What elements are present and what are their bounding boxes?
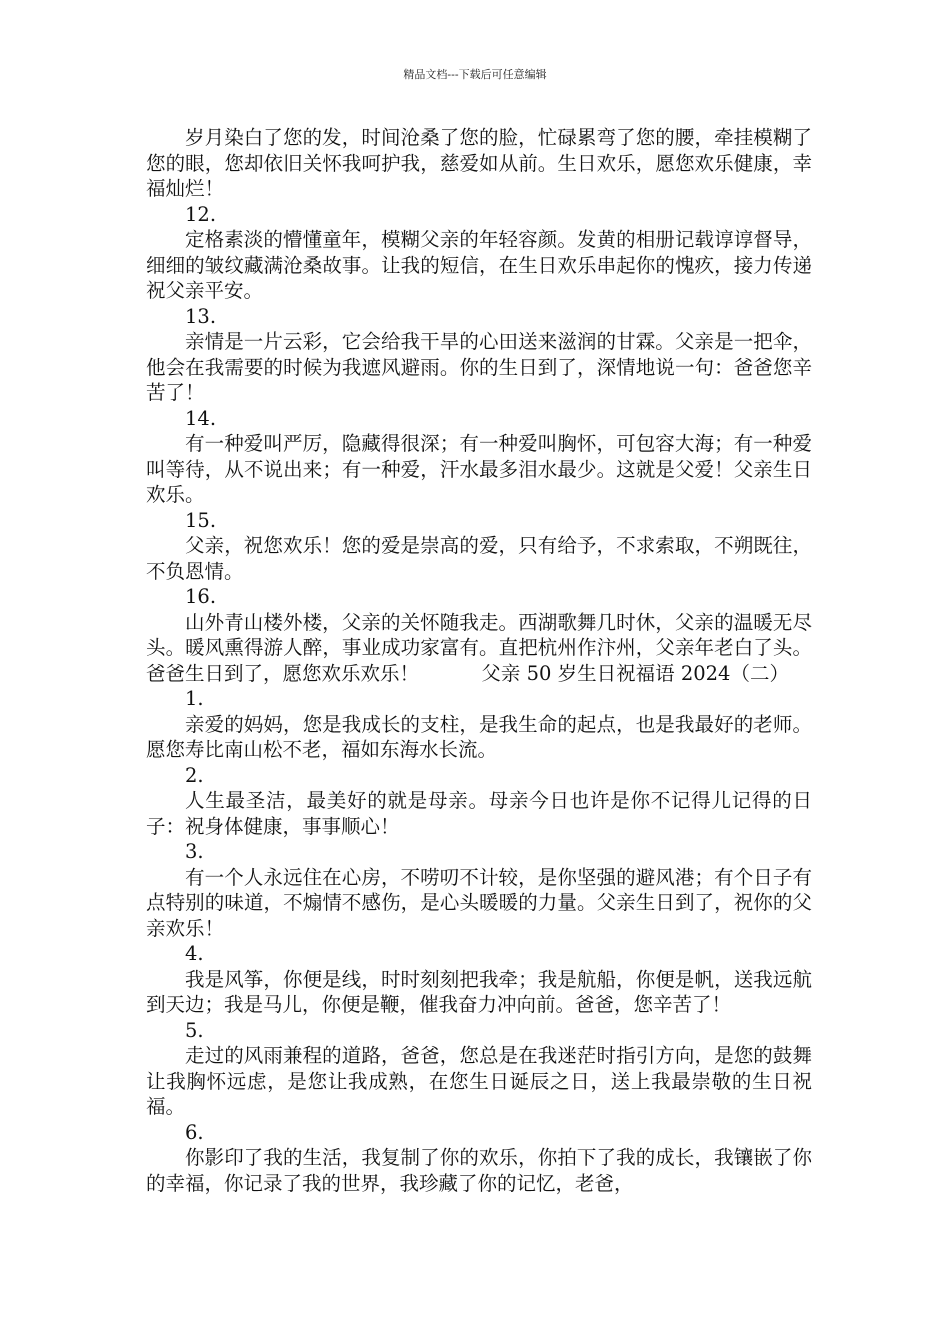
item-number: 16. (185, 585, 217, 608)
paragraph: 有一种爱叫严厉，隐藏得很深；有一种爱叫胸怀，可包容大海；有一种爱叫等待，从不说出来；有一种爱，汗水最多泪水最少。这就是父爱！父亲生日欢乐。 (146, 432, 812, 506)
item-number: 6. (185, 1120, 204, 1144)
paragraph: 定格素淡的懵懂童年，模糊父亲的年轻容颜。发黄的相册记载谆谆督导，细细的皱纹藏满沧桑故事。让我的短信，在生日欢乐串起你的愧疚，接力传递祝父亲平安。 (146, 228, 812, 302)
paragraph: 人生最圣洁，最美好的就是母亲。母亲今日也许是你不记得儿记得的日子：祝身体健康，事事顺心！ (146, 789, 812, 838)
item-number: 5. (185, 1018, 204, 1042)
item-number: 13. (185, 304, 217, 328)
item-number: 3. (185, 840, 204, 863)
paragraph: 岁月染白了您的发，时间沧桑了您的脸，忙碌累弯了您的腰，牵挂模糊了您的眼，您却依旧关怀我呵护我，慈爱如从前。生日欢乐，愿您欢乐健康，幸福灿烂！ (146, 126, 812, 200)
item-number: 1. (185, 687, 204, 710)
item-number: 2. (185, 763, 204, 787)
paragraph: 你影印了我的生活，我复制了你的欢乐，你拍下了我的成长，我镶嵌了你的幸福，你记录了我的世界，我珍藏了你的记忆，老爸， (146, 1146, 812, 1195)
paragraph: 有一个人永远住在心房，不唠叨不计较，是你坚强的避风港；有个日子有点特别的味道，不煽情不感伤，是心头暖暖的力量。父亲生日到了，祝你的父亲欢乐！ (146, 865, 812, 940)
paragraph: 父亲，祝您欢乐！您的爱是崇高的爱，只有给予，不求索取，不朔既往，不负恩情。 (146, 534, 812, 583)
paragraph-text: 山外青山楼外楼，父亲的关怀随我走。西湖歌舞几时休，父亲的温暖无尽头。暖风熏得游人醉，事业成功家富有。直把杭州作汴州，父亲年老白了头。爸爸生日到了，愿您欢乐欢乐！ (146, 610, 812, 685)
document-body (146, 125, 812, 1196)
item-number: 12. (185, 202, 217, 226)
item-number: 4. (185, 942, 204, 965)
paragraph: 亲情是一片云彩，它会给我干旱的心田送来滋润的甘霖。父亲是一把伞，他会在我需要的时候为我遮风避雨。你的生日到了，深情地说一句：爸爸您辛苦了！ (146, 330, 812, 404)
paragraph (146, 610, 812, 687)
paragraph: 亲爱的妈妈，您是我成长的支柱，是我生命的起点，也是我最好的老师。愿您寿比南山松不老，福如东海水长流。 (146, 712, 812, 761)
paragraph: 我是风筝，你便是线，时时刻刻把我牵；我是航船，你便是帆，送我远航到天边；我是马儿，你便是鞭，催我奋力冲向前。爸爸，您辛苦了！ (146, 967, 812, 1016)
paragraph: 走过的风雨兼程的道路，爸爸，您总是在我迷茫时指引方向，是您的鼓舞让我胸怀远虑，是您让我成熟，在您生日诞辰之日，送上我最崇敬的生日祝福。 (146, 1044, 812, 1118)
page-header: 精品文档---下载后可任意编辑 (403, 68, 547, 81)
item-number: 15. (185, 508, 217, 532)
item-number: 14. (185, 406, 217, 430)
section-heading: 父亲 50 岁生日祝福语 2024（二） (481, 661, 789, 685)
